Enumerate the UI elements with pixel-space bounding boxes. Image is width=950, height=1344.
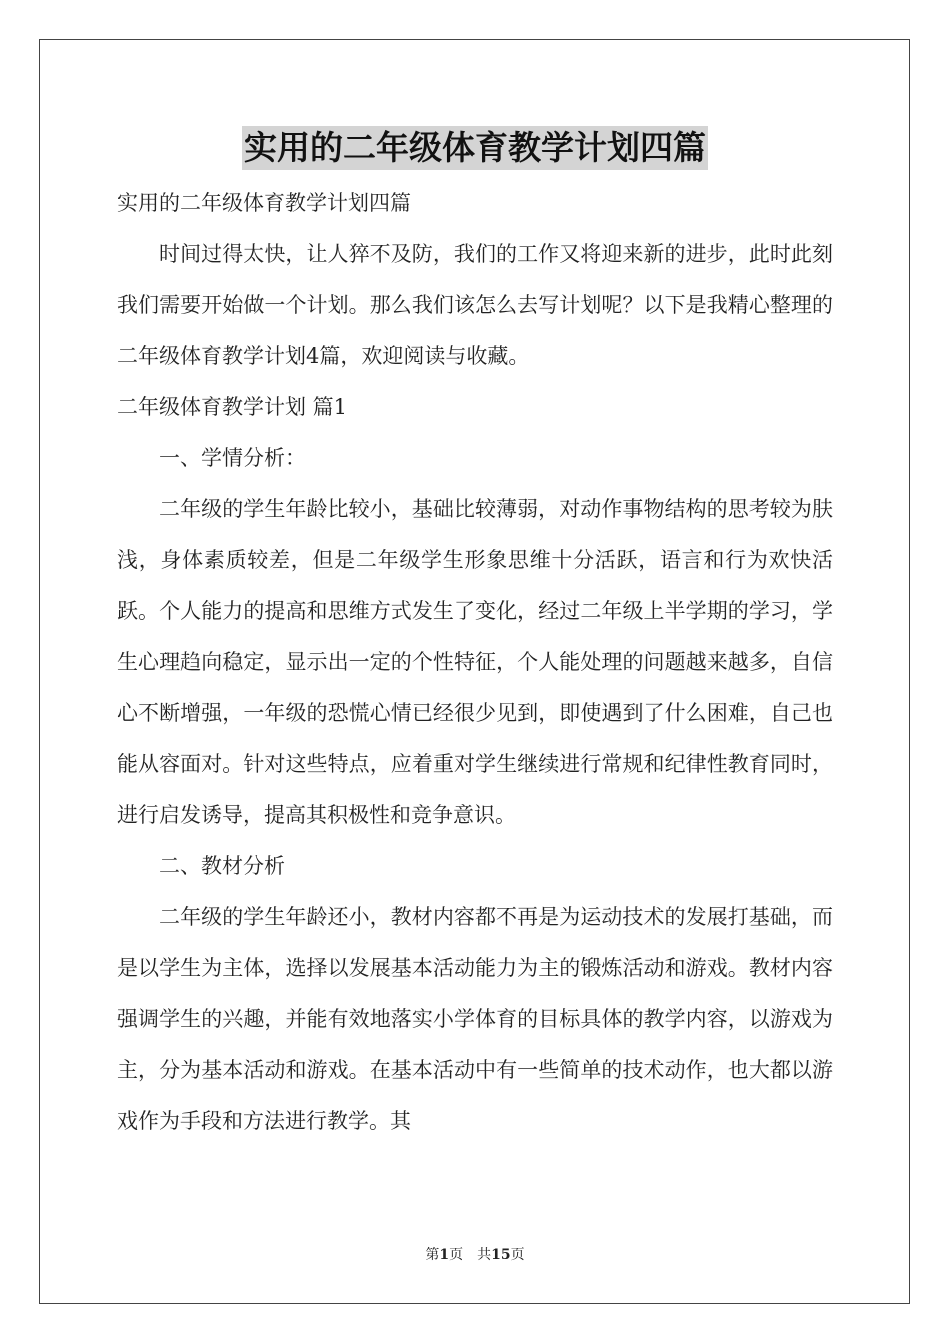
- page-current: 1: [439, 1247, 450, 1263]
- title-container: [0, 126, 950, 170]
- paragraph-2: 二年级体育教学计划 篇1: [117, 395, 348, 419]
- paragraph-3: 一、学情分析：: [159, 446, 306, 470]
- total-unit: 页: [510, 1247, 525, 1263]
- document-body: [117, 178, 833, 1147]
- paragraph-6: 二年级的学生年龄还小，教材内容都不再是为运动技术的发展打基础，而是以学生为主体，选择以发展基本活动能力为主的锻炼活动和游戏。教材内容强调学生的兴趣，并能有效地落实小学体育的目标具体的教学内容，以游戏为主，分为基本活动和游戏。在基本活动中有一些简单的技术动作，也大都以游戏作为手段和方法进行教学。其: [117, 905, 833, 1133]
- page-unit: 页: [449, 1247, 464, 1263]
- paragraph-0: 实用的二年级体育教学计划四篇: [117, 191, 411, 215]
- page-footer: [0, 1245, 950, 1265]
- document-title: 实用的二年级体育教学计划四篇: [242, 126, 708, 170]
- page-prefix: 第: [425, 1247, 440, 1263]
- total-prefix: 共: [477, 1247, 492, 1263]
- page-total: 15: [491, 1247, 511, 1263]
- paragraph-5: 二、教材分析: [159, 854, 285, 878]
- paragraph-4: 二年级的学生年龄比较小，基础比较薄弱，对动作事物结构的思考较为肤浅，身体素质较差，但是二年级学生形象思维十分活跃，语言和行为欢快活跃。个人能力的提高和思维方式发生了变化，经过二年级上半学期的学习，学生心理趋向稳定，显示出一定的个性特征，个人能处理的问题越来越多，自信心不断增强，一年级的恐慌心情已经很少见到，即使遇到了什么困难，自己也能从容面对。针对这些特点，应着重对学生继续进行常规和纪律性教育同时，进行启发诱导，提高其积极性和竞争意识。: [117, 497, 833, 827]
- paragraph-1: 时间过得太快，让人猝不及防，我们的工作又将迎来新的进步，此时此刻我们需要开始做一个计划。那么我们该怎么去写计划呢？以下是我精心整理的二年级体育教学计划4篇，欢迎阅读与收藏。: [117, 242, 833, 368]
